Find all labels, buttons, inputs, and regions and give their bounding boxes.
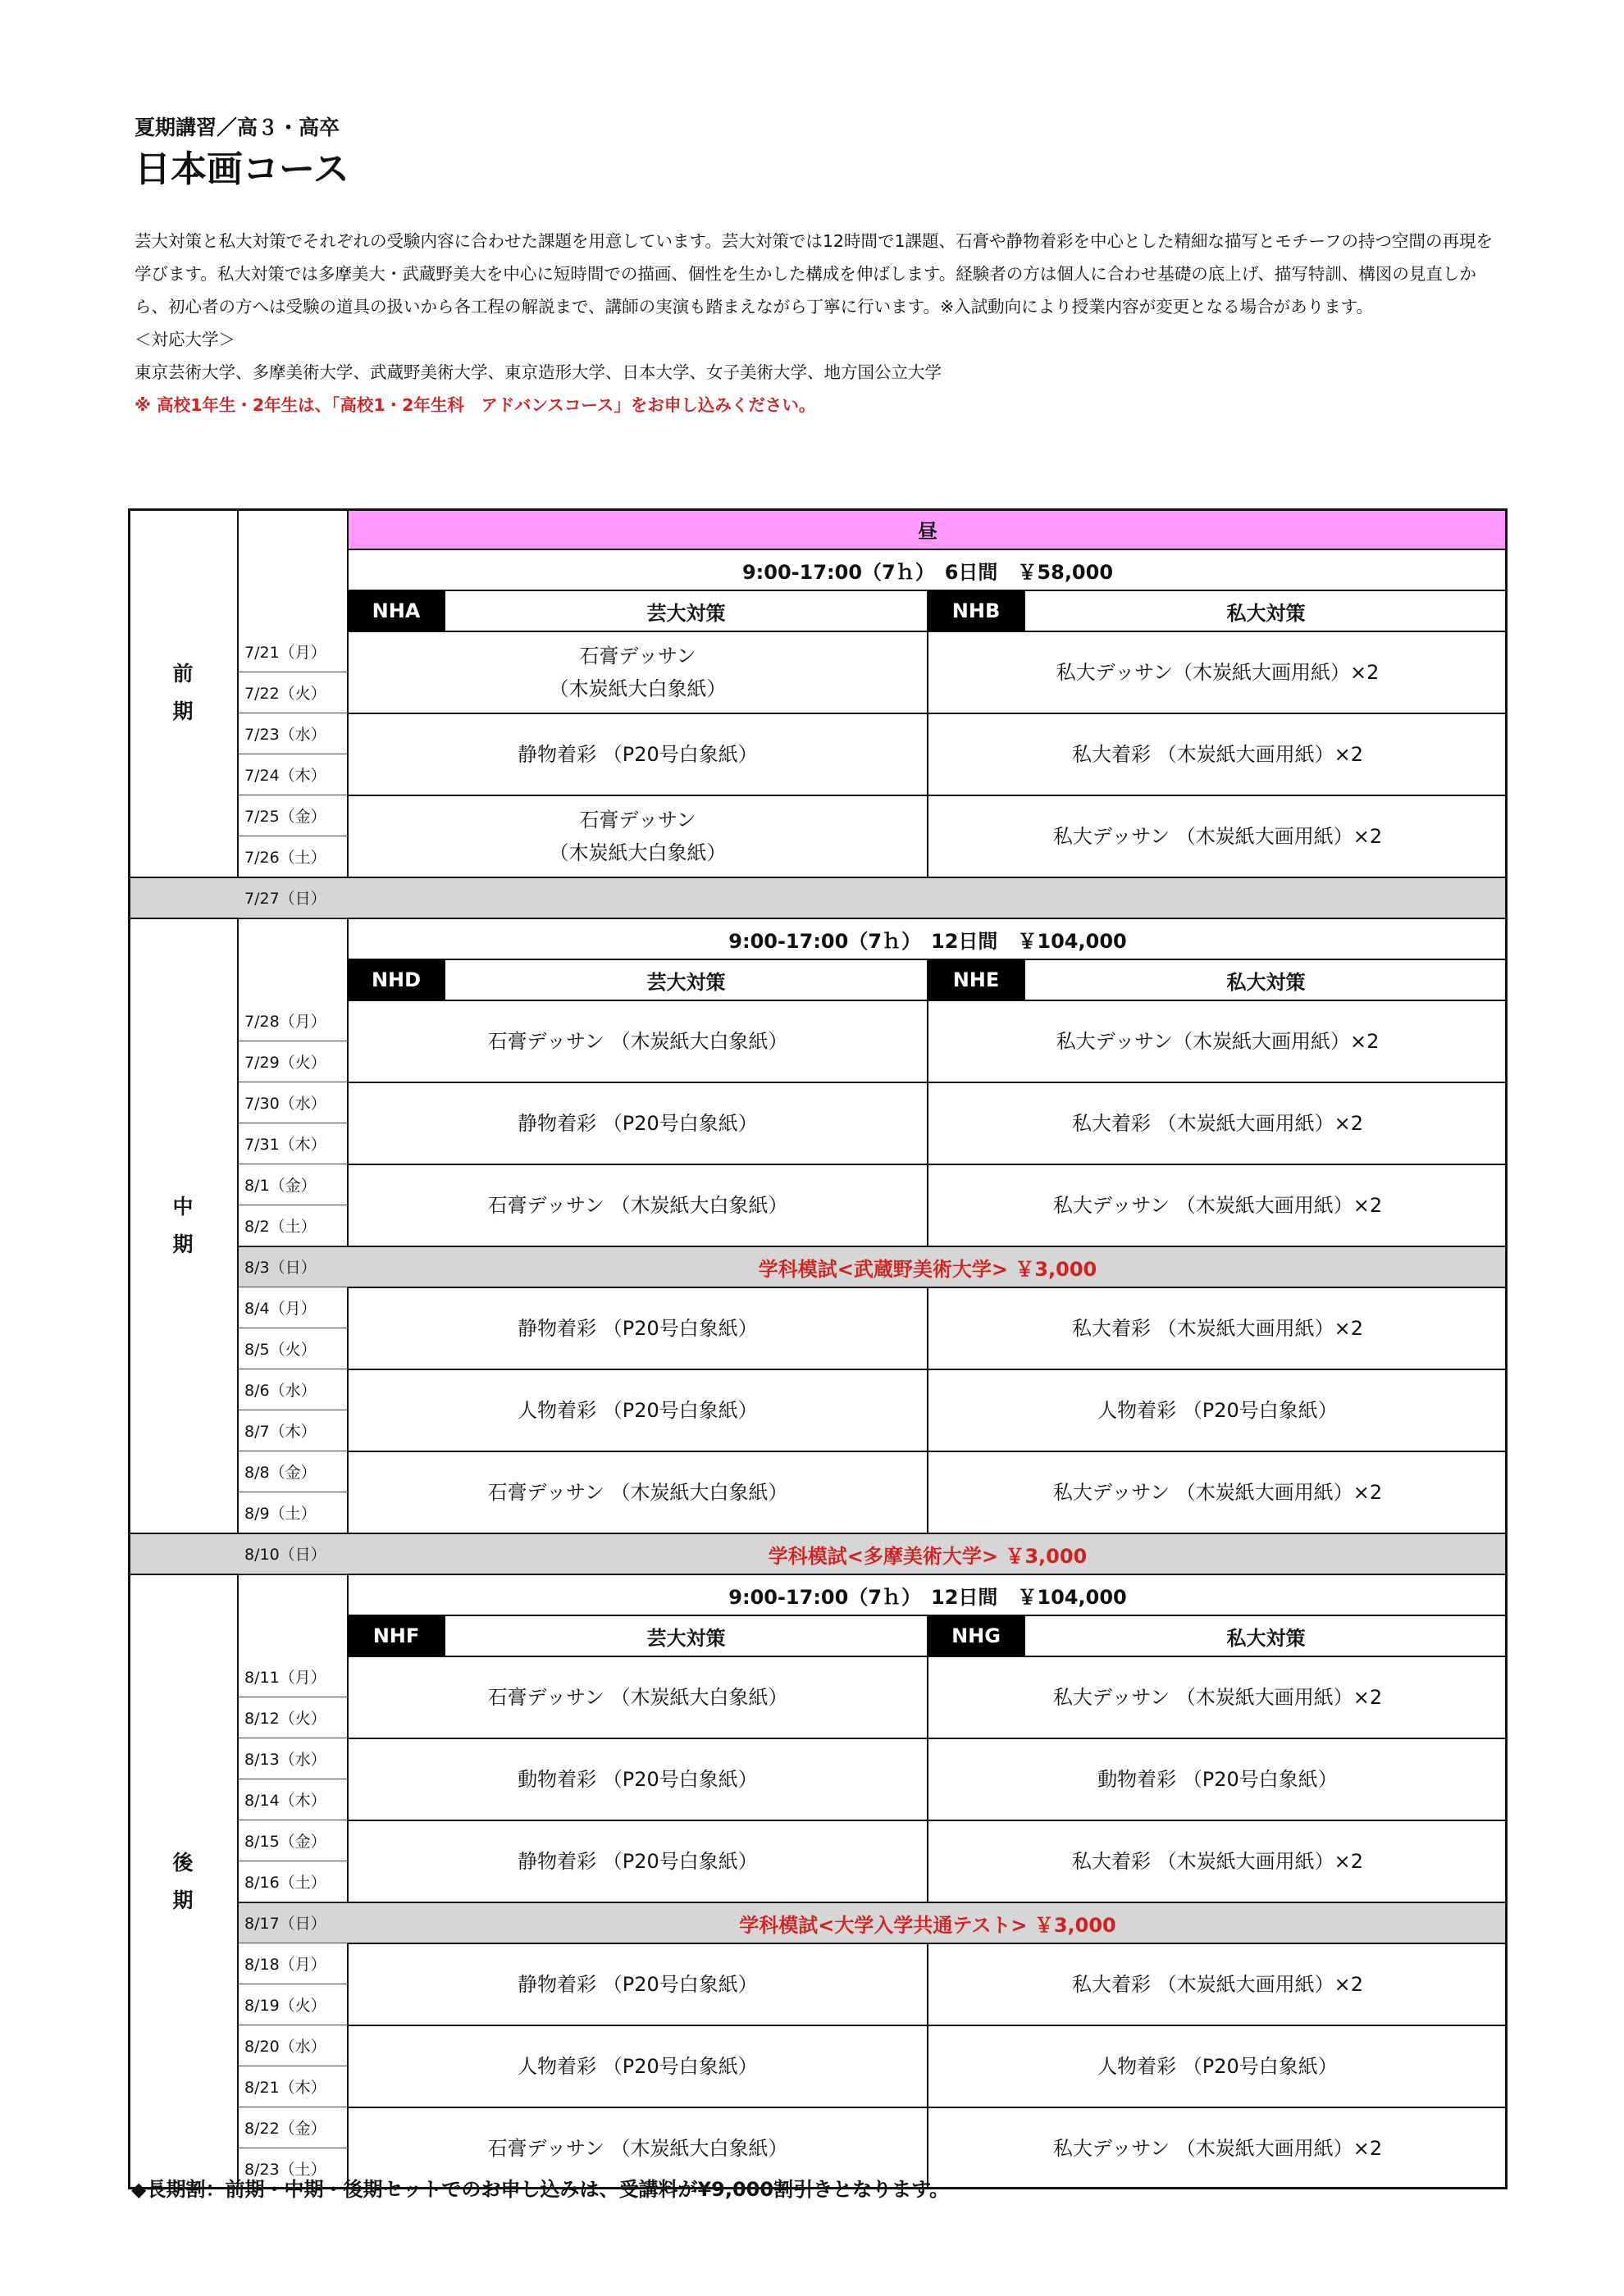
footnote: ◆長期割：前期・中期・後期セットでのお申し込みは、受講料が¥9,000割引きとなります。: [131, 2178, 950, 2201]
date-cell: 7/26（土）: [238, 836, 348, 877]
date-cell: 8/1（金）: [238, 1164, 348, 1205]
geidai-task-cell: 石膏デッサン （木炭紙大白象紙）: [348, 1164, 928, 1246]
geidai-column-header: 芸大対策: [445, 1615, 928, 1656]
universities-list: 東京芸術大学、多摩美術大学、武蔵野美術大学、東京造形大学、日本大学、女子美術大学、地方国公立大学: [135, 362, 942, 382]
date-cell: 7/24（木）: [238, 754, 348, 795]
shidai-task-cell: 私大着彩 （木炭紙大画用紙）×2: [928, 713, 1508, 795]
shidai-task-cell: 私大デッサン （木炭紙大画用紙）×2: [928, 1451, 1508, 1533]
course-code: NHF: [348, 1615, 445, 1656]
geidai-task-cell: 石膏デッサン （木炭紙大白象紙）: [348, 631, 928, 713]
date-column: [238, 508, 348, 877]
shidai-task-cell: 私大着彩 （木炭紙大画用紙）×2: [928, 1820, 1508, 1902]
date-cell: 8/15（金）: [238, 1820, 348, 1861]
session-info: 9:00-17:00（7ｈ） 12日間 ￥104,000: [348, 1574, 1508, 1615]
date-cell: 8/3（日）: [238, 1246, 348, 1287]
date-cell: 8/14（木）: [238, 1779, 348, 1820]
shidai-task-cell: 私大デッサン （木炭紙大画用紙）×2: [928, 795, 1508, 877]
date-cell: 8/19（火）: [238, 1984, 348, 2025]
course-code: NHD: [348, 959, 445, 1000]
shidai-column-header: 私大対策: [1024, 1615, 1508, 1656]
exam-notice: 学科模試<大学入学共通テスト> ￥3,000: [739, 1913, 1116, 1937]
geidai-task-cell: 人物着彩 （P20号白象紙）: [348, 2025, 928, 2107]
shidai-task-cell: 私大デッサン （木炭紙大画用紙）×2: [928, 1164, 1508, 1246]
date-column: [238, 918, 348, 1533]
course-code: NHB: [928, 590, 1024, 631]
shidai-task-cell: 動物着彩 （P20号白象紙）: [928, 1738, 1508, 1820]
geidai-task-cell: 石膏デッサン （木炭紙大白象紙）: [348, 1451, 928, 1533]
date-cell: 8/9（土）: [238, 1492, 348, 1533]
course-code: NHG: [928, 1615, 1024, 1656]
geidai-task-cell: 動物着彩 （P20号白象紙）: [348, 1738, 928, 1820]
date-cell: 7/23（水）: [238, 713, 348, 754]
date-cell: 7/27（日）: [238, 877, 348, 918]
date-cell: 8/17（日）: [238, 1902, 348, 1943]
date-cell: 8/2（土）: [238, 1205, 348, 1246]
universities-label: ＜対応大学＞: [135, 330, 235, 349]
date-cell: 7/22（火）: [238, 672, 348, 713]
date-cell: 8/10（日）: [238, 1533, 348, 1574]
intro-paragraph: 芸大対策と私大対策でそれぞれの受験内容に合わせた課題を用意しています。芸大対策では12時間で1課題、石膏や静物着彩を中心とした精細な描写とモチーフの持つ空間の再現を学びます。私大対策では多摩美大・武蔵野美大を中心に短時間での描画、個性を生かした構成を伸ばします。経験者の方は個人に合わせ基礎の底上げ、描写特訓、構図の見直しから、初心者の方へは受験の道具の扱いから各工程の解説まで、講師の実演も踏まえながら丁寧に行います。※入試動向により授業内容が変更となる場合があります。: [135, 231, 1493, 317]
period-label: 中 期: [128, 918, 238, 1533]
date-cell: 7/21（月）: [238, 631, 348, 672]
shidai-column-header: 私大対策: [1024, 959, 1508, 1000]
shidai-task-cell: 人物着彩 （P20号白象紙）: [928, 1369, 1508, 1451]
page-subtitle: 夏期講習／高３・高卒: [135, 116, 340, 139]
date-cell: 8/20（水）: [238, 2025, 348, 2066]
period-label: 後 期: [128, 1574, 238, 2189]
notice-text: ※ 高校1年生・2年生は、「高校1・2年生科 アドバンスコース」をお申し込みください。: [135, 395, 816, 415]
date-cell: 7/25（金）: [238, 795, 348, 836]
date-cell: 8/8（金）: [238, 1451, 348, 1492]
date-cell: 8/4（月）: [238, 1287, 348, 1328]
date-cell: 8/18（月）: [238, 1943, 348, 1984]
shidai-task-cell: 私大デッサン（木炭紙大画用紙）×2: [928, 631, 1508, 713]
geidai-task-cell: 石膏デッサン （木炭紙大白象紙）: [348, 1656, 928, 1738]
geidai-task-cell: 静物着彩 （P20号白象紙）: [348, 1287, 928, 1369]
course-code: NHE: [928, 959, 1024, 1000]
date-cell: 7/31（木）: [238, 1123, 348, 1164]
date-cell: 8/21（木）: [238, 2066, 348, 2107]
exam-notice: 学科模試<多摩美術大学> ￥3,000: [768, 1544, 1088, 1568]
shidai-task-cell: 人物着彩 （P20号白象紙）: [928, 2025, 1508, 2107]
shidai-task-cell: 私大着彩 （木炭紙大画用紙）×2: [928, 1082, 1508, 1164]
geidai-task-cell: 石膏デッサン （木炭紙大白象紙）: [348, 795, 928, 877]
page-title: 日本画コース: [135, 148, 349, 190]
time-of-day-header: 昼: [348, 508, 1508, 549]
geidai-task-cell: 静物着彩 （P20号白象紙）: [348, 1082, 928, 1164]
intro-section: [135, 225, 1496, 421]
date-cell: 7/28（月）: [238, 1000, 348, 1041]
session-info: 9:00-17:00（7ｈ） 12日間 ￥104,000: [348, 918, 1508, 959]
date-cell: 8/23（土）: [238, 2148, 348, 2189]
period-label: 前 期: [128, 508, 238, 877]
date-column: [238, 1574, 348, 2189]
geidai-task-cell: 静物着彩 （P20号白象紙）: [348, 1943, 928, 2025]
shidai-task-cell: 私大デッサン （木炭紙大画用紙）×2: [928, 1656, 1508, 1738]
date-cell: 8/22（金）: [238, 2107, 348, 2148]
session-info: 9:00-17:00（7ｈ） 6日間 ￥58,000: [348, 549, 1508, 590]
date-cell: 8/7（木）: [238, 1410, 348, 1451]
date-cell: 8/13（水）: [238, 1738, 348, 1779]
shidai-task-cell: 私大着彩 （木炭紙大画用紙）×2: [928, 1287, 1508, 1369]
date-cell: 7/29（火）: [238, 1041, 348, 1082]
geidai-column-header: 芸大対策: [445, 590, 928, 631]
shidai-column-header: 私大対策: [1024, 590, 1508, 631]
shidai-task-cell: 私大デッサン （木炭紙大画用紙）×2: [928, 2107, 1508, 2189]
exam-notice: 学科模試<武蔵野美術大学> ￥3,000: [758, 1257, 1097, 1281]
date-cell: 8/5（火）: [238, 1328, 348, 1369]
geidai-column-header: 芸大対策: [445, 959, 928, 1000]
date-cell: 8/6（水）: [238, 1369, 348, 1410]
date-cell: 7/30（水）: [238, 1082, 348, 1123]
geidai-task-cell: 静物着彩 （P20号白象紙）: [348, 1820, 928, 1902]
geidai-task-cell: 石膏デッサン （木炭紙大白象紙）: [348, 1000, 928, 1082]
date-cell: 8/12（火）: [238, 1697, 348, 1738]
date-cell: 8/16（土）: [238, 1861, 348, 1902]
course-code: NHA: [348, 590, 445, 631]
geidai-task-cell: 静物着彩 （P20号白象紙）: [348, 713, 928, 795]
shidai-task-cell: 私大着彩 （木炭紙大画用紙）×2: [928, 1943, 1508, 2025]
geidai-task-cell: 人物着彩 （P20号白象紙）: [348, 1369, 928, 1451]
shidai-task-cell: 私大デッサン（木炭紙大画用紙）×2: [928, 1000, 1508, 1082]
geidai-task-cell: 石膏デッサン （木炭紙大白象紙）: [348, 2107, 928, 2189]
date-cell: 8/11（月）: [238, 1656, 348, 1697]
